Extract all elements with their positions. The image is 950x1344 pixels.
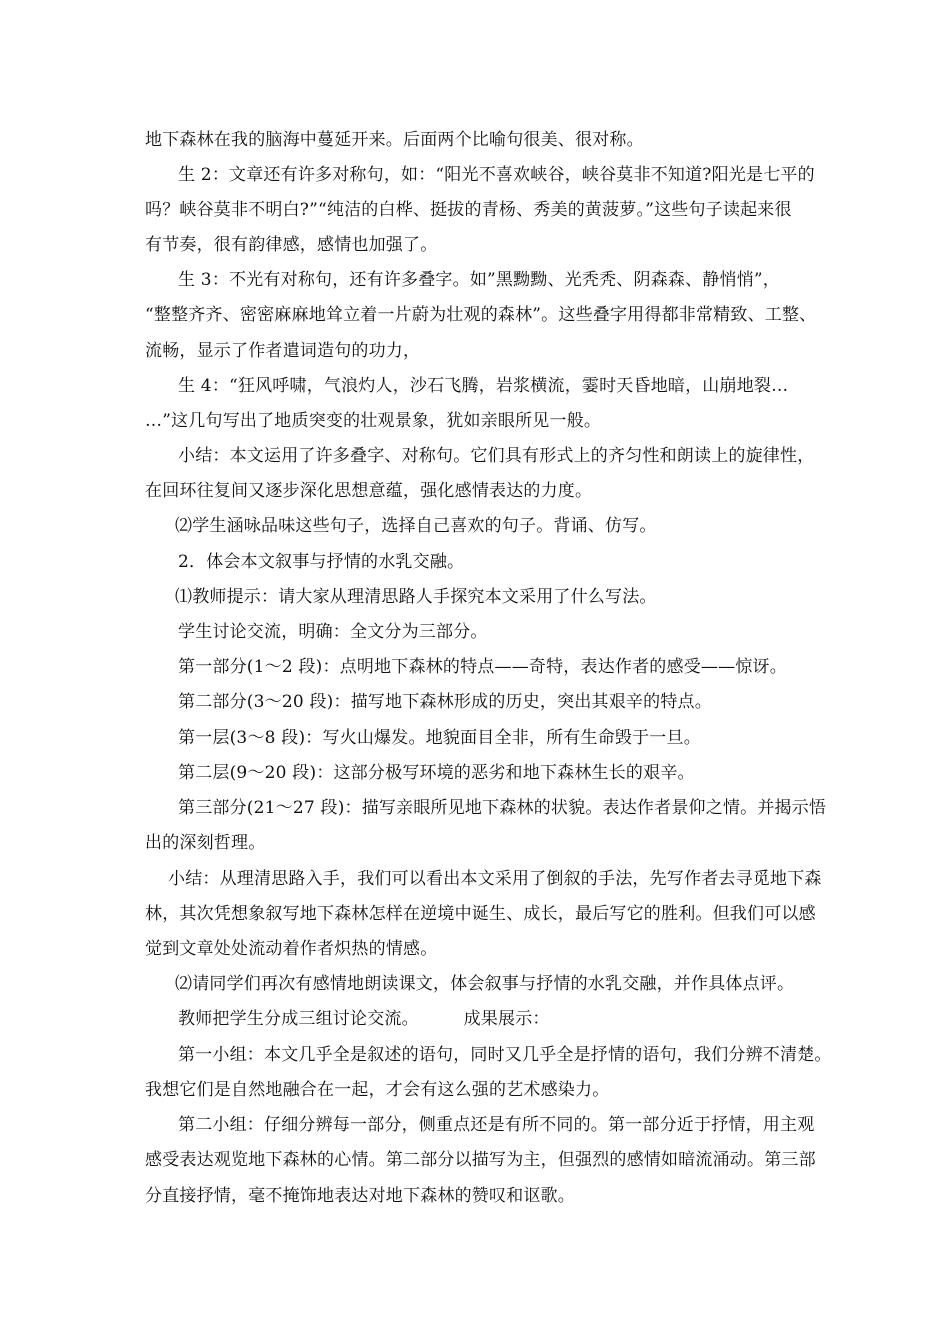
text-line: 生 2：文章还有许多对称句，如：“阳光不喜欢峡谷，峡谷莫非不知道?阳光是七平的 bbox=[178, 165, 815, 185]
text-line: 生 3：不光有对称句，还有许多叠字。如”黑黝黝、光秃秃、阴森森、静悄悄”， bbox=[178, 270, 780, 290]
text-line: 分直接抒情，毫不掩饰地表达对地下森林的赞叹和讴歌。 bbox=[145, 1186, 575, 1206]
text-line: 第三部分(21～27 段)：描写亲眼所见地下森林的状貌。表达作者景仰之情。并揭示悟 bbox=[178, 798, 827, 818]
text-line: ⑴教师提示：请大家从理清思路人手探究本文采用了什么写法。 bbox=[175, 587, 657, 607]
text-line: 小结：从理清思路入手，我们可以看出本文采用了倒叙的手法，先写作者去寻觅地下森 bbox=[168, 869, 822, 889]
text-line: 地下森林在我的脑海中蔓延开来。后面两个比喻句很美、很对称。 bbox=[145, 130, 644, 150]
text-line: 第一小组：本文几乎全是叙述的语句，同时又几乎全是抒情的语句，我们分辨不清楚。 bbox=[178, 1045, 832, 1065]
text-line: 2．体会本文叙事与抒情的水乳交融。 bbox=[178, 552, 465, 572]
text-line: 出的深刻哲理。 bbox=[145, 833, 266, 853]
text-line: 我想它们是自然地融合在一起，才会有这么强的艺术感染力。 bbox=[145, 1080, 610, 1100]
text-line: 学生讨论交流，明确：全文分为三部分。 bbox=[178, 622, 488, 642]
text-line: 在回环往复间又逐步深化思想意蕴，强化感情表达的力度。 bbox=[145, 481, 593, 501]
text-line: 第二部分(3～20 段)：描写地下森林形成的历史，突出其艰辛的特点。 bbox=[178, 692, 712, 712]
text-line: 流畅，显示了作者遣词造句的功力， bbox=[145, 341, 421, 361]
text-line: “整整齐齐、密密麻麻地耸立着一片蔚为壮观的森林”。这些叠字用得都非常精致、工整、 bbox=[145, 305, 817, 325]
text-line: 生 4：“狂风呼啸，气浪灼人，沙石飞腾，岩浆横流，霎时天昏地暗，山崩地裂… bbox=[178, 376, 789, 396]
text-line: 有节奏，很有韵律感，感情也加强了。 bbox=[145, 235, 438, 255]
text-line: 第二层(9～20 段)：这部分极写环境的恶劣和地下森林生长的艰辛。 bbox=[178, 763, 695, 783]
text-line: 感受表达观览地下森林的心情。第二部分以描写为主，但强烈的感情如暗流涌动。第三部 bbox=[145, 1150, 816, 1170]
text-line: 第一部分(1～2 段)：点明地下森林的特点——奇特，表达作者的感受——惊讶。 bbox=[178, 657, 787, 677]
text-line: 第二小组：仔细分辨每一部分，侧重点还是有所不同的。第一部分近于抒情，用主观 bbox=[178, 1115, 815, 1135]
text-line: …”这几句写出了地质突变的壮观景象，犹如亲眼所见一般。 bbox=[145, 411, 602, 431]
text-line: 觉到文章处处流动着作者炽热的情感。 bbox=[145, 939, 438, 959]
text-line: 吗？峡谷莫非不明白?”“纯洁的白桦、挺拔的青杨、秀美的黄菠萝。”这些句子读起来很 bbox=[145, 200, 792, 220]
text-line: 教师把学生分成三组讨论交流。 成果展示： bbox=[178, 1009, 550, 1029]
text-line: 小结：本文运用了许多叠字、对称句。它们具有形式上的齐匀性和朗读上的旋律性， bbox=[178, 446, 815, 466]
text-line: 林，其次凭想象叙写地下森林怎样在逆境中诞生、成长，最后写它的胜利。但我们可以感 bbox=[145, 904, 816, 924]
text-line: ⑵请同学们再次有感情地朗读课文，体会叙事与抒情的水乳交融，并作具体点评。 bbox=[175, 974, 795, 994]
text-line: ⑵学生涵咏品味这些句子，选择自己喜欢的句子。背诵、仿写。 bbox=[175, 516, 657, 536]
text-line: 第一层(3～8 段)：写火山爆发。地貌面目全非，所有生命毁于一旦。 bbox=[178, 728, 701, 748]
